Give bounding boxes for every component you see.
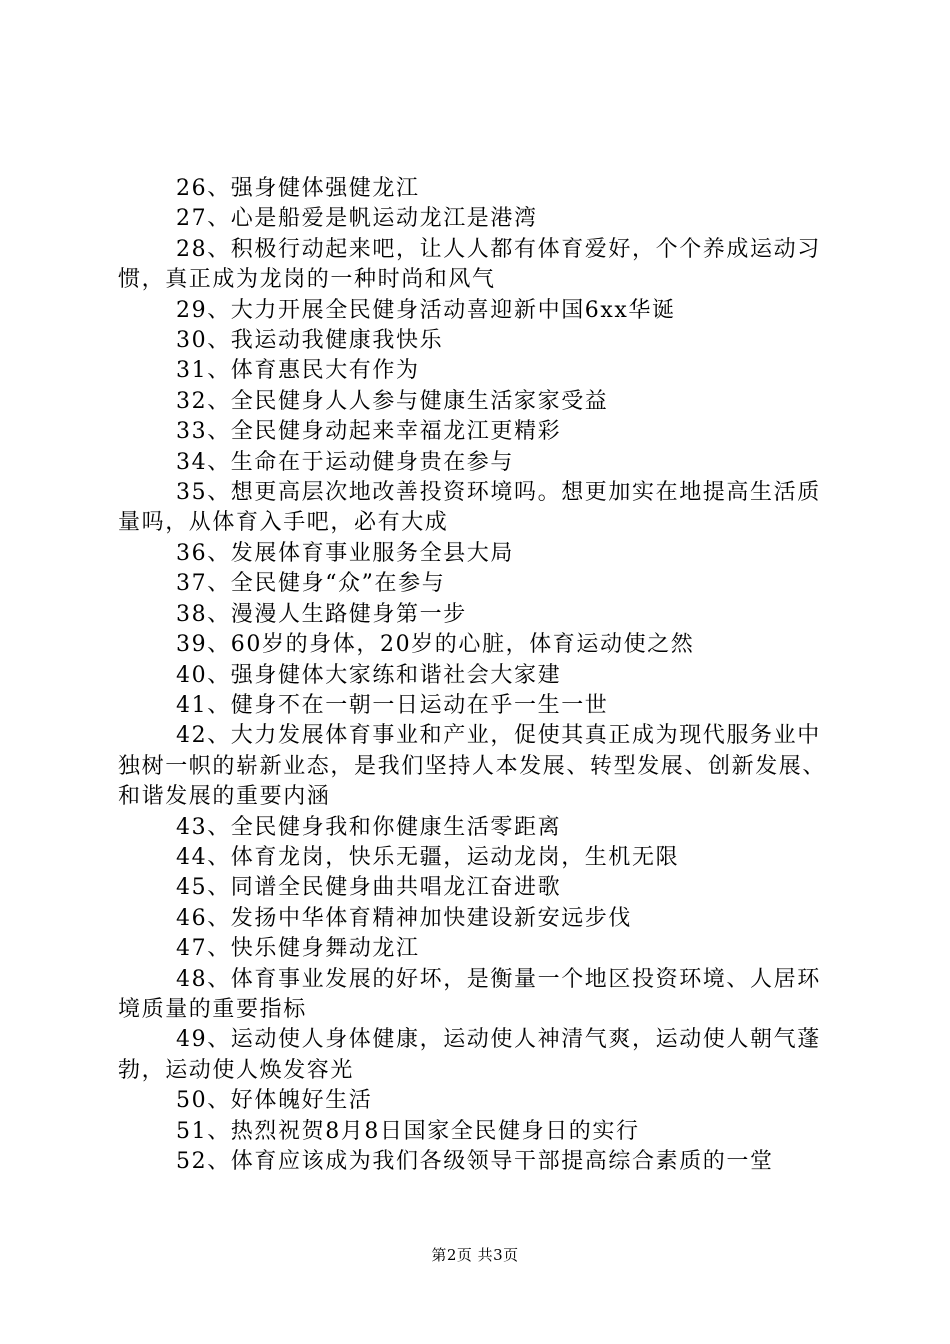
list-item: 52、体育应该成为我们各级领导干部提高综合素质的一堂 [176, 1149, 774, 1174]
list-item: 32、全民健身人人参与健康生活家家受益 [176, 388, 609, 414]
list-item: 38、漫漫人生路健身第一步 [176, 601, 467, 627]
list-item: 36、发展体育事业服务全县大局 [176, 540, 514, 566]
list-item: 30、我运动我健康我快乐 [176, 328, 444, 354]
list-item: 35、想更高层次地改善投资环境吗。想更加实在地提高生活质量吗，从体育入手吧，必有大成 [118, 480, 821, 536]
slogan-list [118, 174, 838, 1177]
list-item: 31、体育惠民大有作为 [176, 358, 420, 384]
list-item: 34、生命在于运动健身贵在参与 [176, 449, 514, 475]
list-item: 51、热烈祝贺8月8日国家全民健身日的实行 [176, 1118, 640, 1144]
list-item: 40、强身健体大家练和谐社会大家建 [176, 662, 562, 688]
list-item: 43、全民健身我和你健康生活零距离 [176, 814, 562, 840]
list-item: 50、好体魄好生活 [176, 1088, 373, 1114]
list-item: 39、60岁的身体，20岁的心脏，体育运动使之然 [176, 632, 695, 658]
list-item: 45、同谱全民健身曲共唱龙江奋进歌 [176, 875, 562, 901]
list-item: 26、强身健体强健龙江 [176, 176, 420, 201]
list-item: 44、体育龙岗，快乐无疆，运动龙岗，生机无限 [176, 844, 680, 870]
list-item: 49、运动使人身体健康，运动使人神清气爽，运动使人朝气蓬勃，运动使人焕发容光 [118, 1027, 821, 1083]
list-item: 37、全民健身“众”在参与 [176, 571, 446, 597]
list-item: 29、大力开展全民健身活动喜迎新中国6xx华诞 [176, 297, 676, 323]
page-number-footer: 第2页 共3页 [431, 1246, 519, 1264]
list-item: 28、积极行动起来吧，让人人都有体育爱好，个个养成运动习惯，真正成为龙岗的一种时尚和风气 [118, 236, 821, 293]
list-item: 42、大力发展体育事业和产业，促使其真正成为现代服务业中独树一帜的崭新业态，是我们坚持人本发展、转型发展、创新发展、和谐发展的重要内涵 [118, 723, 827, 810]
list-item: 48、体育事业发展的好坏，是衡量一个地区投资环境、人居环境质量的重要指标 [118, 966, 821, 1022]
list-item: 47、快乐健身舞动龙江 [176, 936, 420, 962]
list-item: 46、发扬中华体育精神加快建设新安远步伐 [176, 905, 632, 931]
list-item: 27、心是船爱是帆运动龙江是港湾 [176, 206, 538, 232]
list-item: 41、健身不在一朝一日运动在乎一生一世 [176, 692, 609, 718]
list-item: 33、全民健身动起来幸福龙江更精彩 [176, 419, 562, 445]
